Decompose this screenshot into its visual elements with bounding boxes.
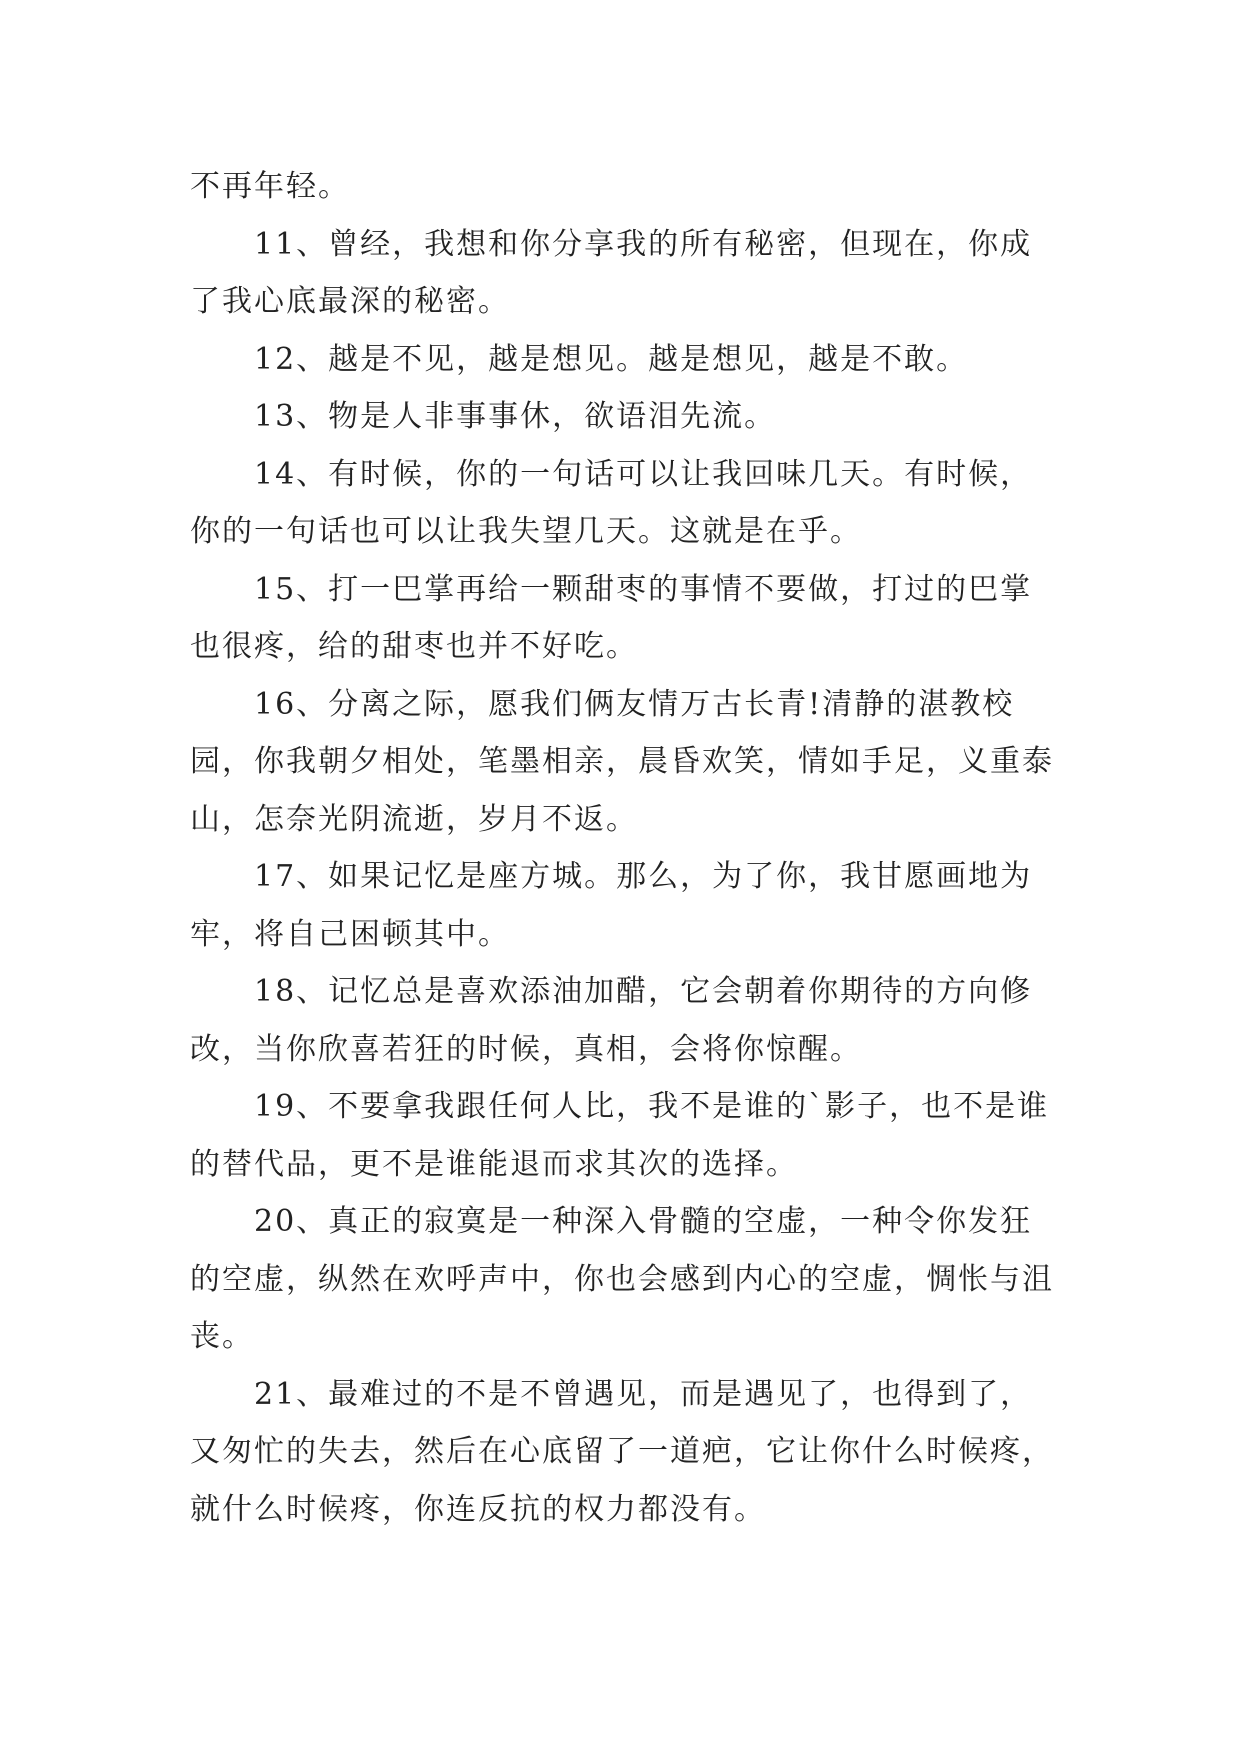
paragraph: 13、物是人非事事休，欲语泪先流。 [254, 399, 777, 434]
paragraph: 19、不要拿我跟任何人比，我不是谁的`影子，也不是谁的替代品，更不是谁能退而求其次的选择。 [190, 1089, 1050, 1182]
paragraph: 18、记忆总是喜欢添油加醋，它会朝着你期待的方向修改，当你欣喜若狂的时候，真相，会将你惊醒。 [190, 974, 1033, 1067]
paragraph: 20、真正的寂寞是一种深入骨髓的空虚，一种令你发狂的空虚，纵然在欢呼声中，你也会感到内心的空虚，惆怅与沮丧。 [190, 1204, 1054, 1354]
paragraph: 11、曾经，我想和你分享我的所有秘密，但现在，你成了我心底最深的秘密。 [190, 226, 1033, 319]
paragraph: 15、打一巴掌再给一颗甜枣的事情不要做，打过的巴掌也很疼，给的甜枣也并不好吃。 [190, 571, 1033, 664]
paragraph: 不再年轻。 [190, 169, 350, 204]
document-body [190, 158, 1060, 1538]
paragraph: 14、有时候，你的一句话可以让我回味几天。有时候，你的一句话也可以让我失望几天。这就是在乎。 [190, 456, 1033, 549]
paragraph: 16、分离之际，愿我们俩友情万古长青!清静的湛教校园，你我朝夕相处，笔墨相亲，晨昏欢笑，情如手足，义重泰山，怎奈光阴流逝，岁月不返。 [190, 686, 1054, 837]
paragraph: 12、越是不见，越是想见。越是想见，越是不敢。 [254, 341, 969, 377]
paragraph: 21、最难过的不是不曾遇见，而是遇见了，也得到了，又匆忙的失去，然后在心底留了一道疤，它让你什么时候疼，就什么时候疼，你连反抗的权力都没有。 [190, 1376, 1054, 1527]
paragraph: 17、如果记忆是座方城。那么，为了你，我甘愿画地为牢，将自己困顿其中。 [190, 859, 1033, 952]
